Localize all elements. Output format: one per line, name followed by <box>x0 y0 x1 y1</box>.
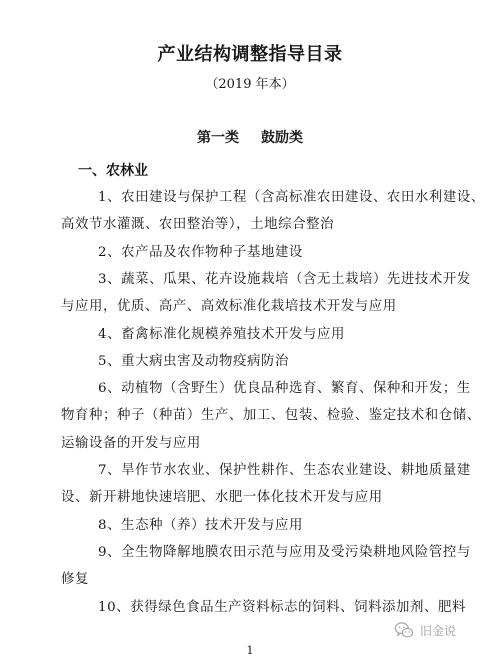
document-edition: （2019 年本） <box>205 77 295 92</box>
category-number: 第一类 <box>197 130 239 146</box>
text-line: 10、获得绿色食品生产资料标志的饲料、饲料添加剂、肥料 <box>98 600 467 615</box>
text-line: 8、生态种（养）技术开发与应用 <box>98 518 303 533</box>
text-line: 修复 <box>61 572 89 587</box>
text-line: 运输设备的开发与应用 <box>61 436 201 451</box>
text-line: 4、畜禽标准化规模养殖技术开发与应用 <box>98 327 345 342</box>
text-line: 7、旱作节水农业、保护性耕作、生态农业建设、耕地质量建 <box>98 463 471 478</box>
text-line: 物育种；种子（种苗）生产、加工、包装、检验、鉴定技术和仓储、 <box>61 408 481 423</box>
section-heading: 一、农林业 <box>78 163 148 179</box>
text-line: 与应用，优质、高产、高效标准化栽培技术开发与应用 <box>61 299 397 314</box>
category-heading <box>0 127 500 147</box>
category-name: 鼓励类 <box>261 130 303 146</box>
text-line: 1、农田建设与保护工程（含高标准农田建设、农田水利建设、 <box>98 190 485 205</box>
text-line: 3、蔬菜、瓜果、花卉设施栽培（含无土栽培）先进技术开发 <box>98 272 471 287</box>
text-line: 高效节水灌溉、农田整治等），土地综合整治 <box>61 217 335 232</box>
text-line: 5、重大病虫害及动物疫病防治 <box>98 354 289 369</box>
text-line: 9、全生物降解地膜农田示范与应用及受污染耕地风险管控与 <box>98 545 471 560</box>
text-line: 2、农产品及农作物种子基地建设 <box>98 245 303 260</box>
wechat-icon <box>393 619 415 641</box>
watermark-text: 旧金说 <box>420 623 457 638</box>
page-number: 1 <box>246 644 254 657</box>
watermark <box>393 618 456 642</box>
text-line: 6、动植物（含野生）优良品种选育、繁育、保种和开发；生 <box>98 381 471 396</box>
text-line: 设、新开耕地快速培肥、水肥一体化技术开发与应用 <box>61 490 383 505</box>
document-title: 产业结构调整指导目录 <box>157 44 343 65</box>
